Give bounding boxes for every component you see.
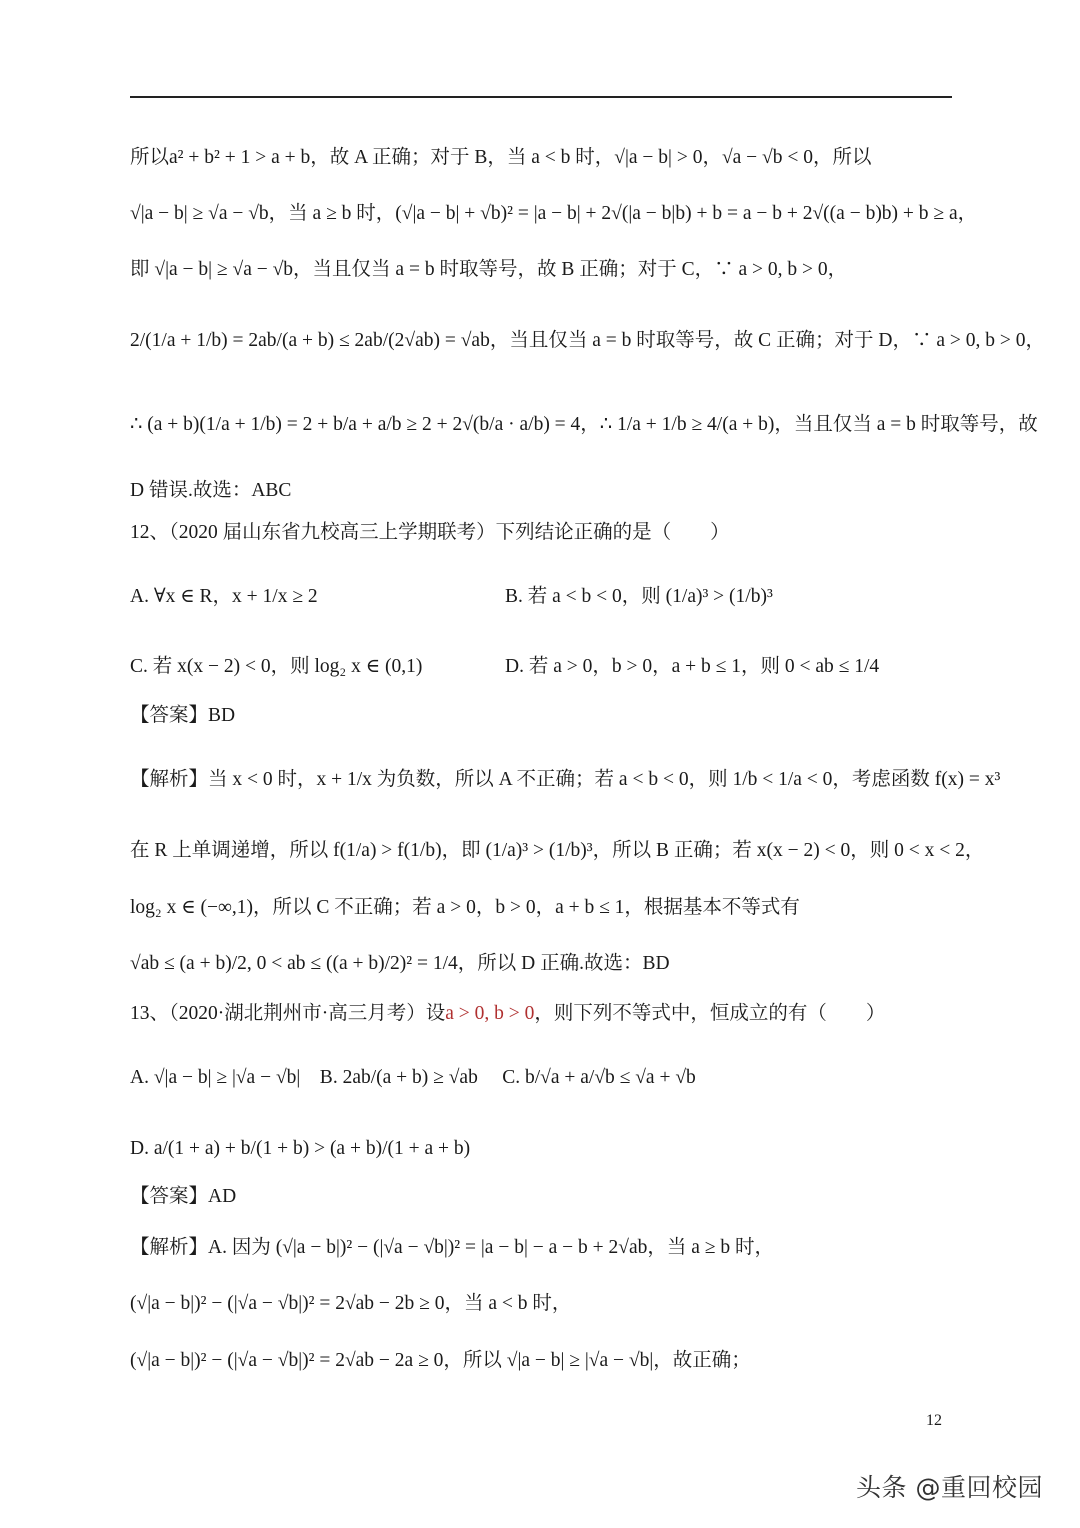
option-d: D. a/(1 + a) + b/(1 + b) > (a + b)/(1 + a + b) <box>130 1138 471 1159</box>
answer-label: 【答案】AD <box>130 1186 237 1207</box>
text-line: ∴ (a + b)(1/a + 1/b) = 2 + b/a + a/b ≥ 2 + 2√(b/a · a/b) = 4，∴ 1/a + 1/b ≥ 4/(a + b)，当且仅当 a = b 时取等号，故 <box>130 414 1038 435</box>
text-line: log₂ x ∈ (−∞,1)，所以 C 不正确；若 a > 0，b > 0，a + b ≤ 1，根据基本不等式有 <box>130 897 800 918</box>
text-line: (√|a − b|)² − (|√a − √b|)² = 2√ab − 2a ≥ 0，所以 √|a − b| ≥ |√a − √b|，故正确； <box>130 1350 751 1371</box>
question-13-condition: a > 0, b > 0 <box>445 1003 535 1024</box>
question-12-title: 12、（2020 届山东省九校高三上学期联考）下列结论正确的是（ ） <box>130 522 730 543</box>
option-a: A. ∀x ∈ R，x + 1/x ≥ 2 <box>130 586 318 607</box>
text-line: 2/(1/a + 1/b) = 2ab/(a + b) ≤ 2ab/(2√ab) = √ab，当且仅当 a = b 时取等号，故 C 正确；对于 D，∵ a > 0, b > 0， <box>130 330 1045 351</box>
question-13-title <box>130 1001 885 1027</box>
text-line: 即 √|a − b| ≥ √a − √b，当且仅当 a = b 时取等号，故 B 正确；对于 C，∵ a > 0, b > 0， <box>130 259 848 280</box>
page-number: 12 <box>926 1412 942 1429</box>
option-d: D. 若 a > 0，b > 0，a + b ≤ 1，则 0 < ab ≤ 1/4 <box>505 656 880 677</box>
question-13-prompt: ，则下列不等式中，恒成立的有（ ） <box>534 1003 886 1024</box>
text-line: (√|a − b|)² − (|√a − √b|)² = 2√ab − 2b ≥ 0，当 a < b 时， <box>130 1293 572 1314</box>
analysis-line: 【解析】当 x < 0 时，x + 1/x 为负数，所以 A 不正确；若 a < b < 0，则 1/b < 1/a < 0，考虑函数 f(x) = x³ <box>130 769 1001 790</box>
answer-label: 【答案】BD <box>130 705 236 726</box>
text-line: D 错误.故选：ABC <box>130 480 292 501</box>
watermark: 头条 @重回校园 <box>856 1473 1043 1502</box>
text-line: √|a − b| ≥ √a − √b，当 a ≥ b 时，(√|a − b| + √b)² = |a − b| + 2√(|a − b|b) + b = a − b + 2√((a − b)b) + b ≥ a， <box>130 203 978 224</box>
options-abc: A. √|a − b| ≥ |√a − √b| B. 2ab/(a + b) ≥ √ab C. b/√a + a/√b ≤ √a + √b <box>130 1067 696 1088</box>
question-13-source: 13、（2020·湖北荆州市·高三月考）设 <box>130 1003 446 1024</box>
option-c: C. 若 x(x − 2) < 0，则 log₂ x ∈ (0,1) <box>130 656 423 677</box>
header-rule <box>130 96 952 98</box>
option-b: B. 若 a < b < 0，则 (1/a)³ > (1/b)³ <box>505 586 773 607</box>
analysis-line: 【解析】A. 因为 (√|a − b|)² − (|√a − √b|)² = |a − b| − a − b + 2√ab，当 a ≥ b 时， <box>130 1237 774 1258</box>
text-line: 所以a² + b² + 1 > a + b，故 A 正确；对于 B，当 a < b 时，√|a − b| > 0，√a − √b < 0，所以 <box>130 147 872 168</box>
text-line: √ab ≤ (a + b)/2, 0 < ab ≤ ((a + b)/2)² = 1/4，所以 D 正确.故选：BD <box>130 953 670 974</box>
text-line: 在 R 上单调递增，所以 f(1/a) > f(1/b)，即 (1/a)³ > (1/b)³，所以 B 正确；若 x(x − 2) < 0，则 0 < x < 2， <box>130 840 985 861</box>
